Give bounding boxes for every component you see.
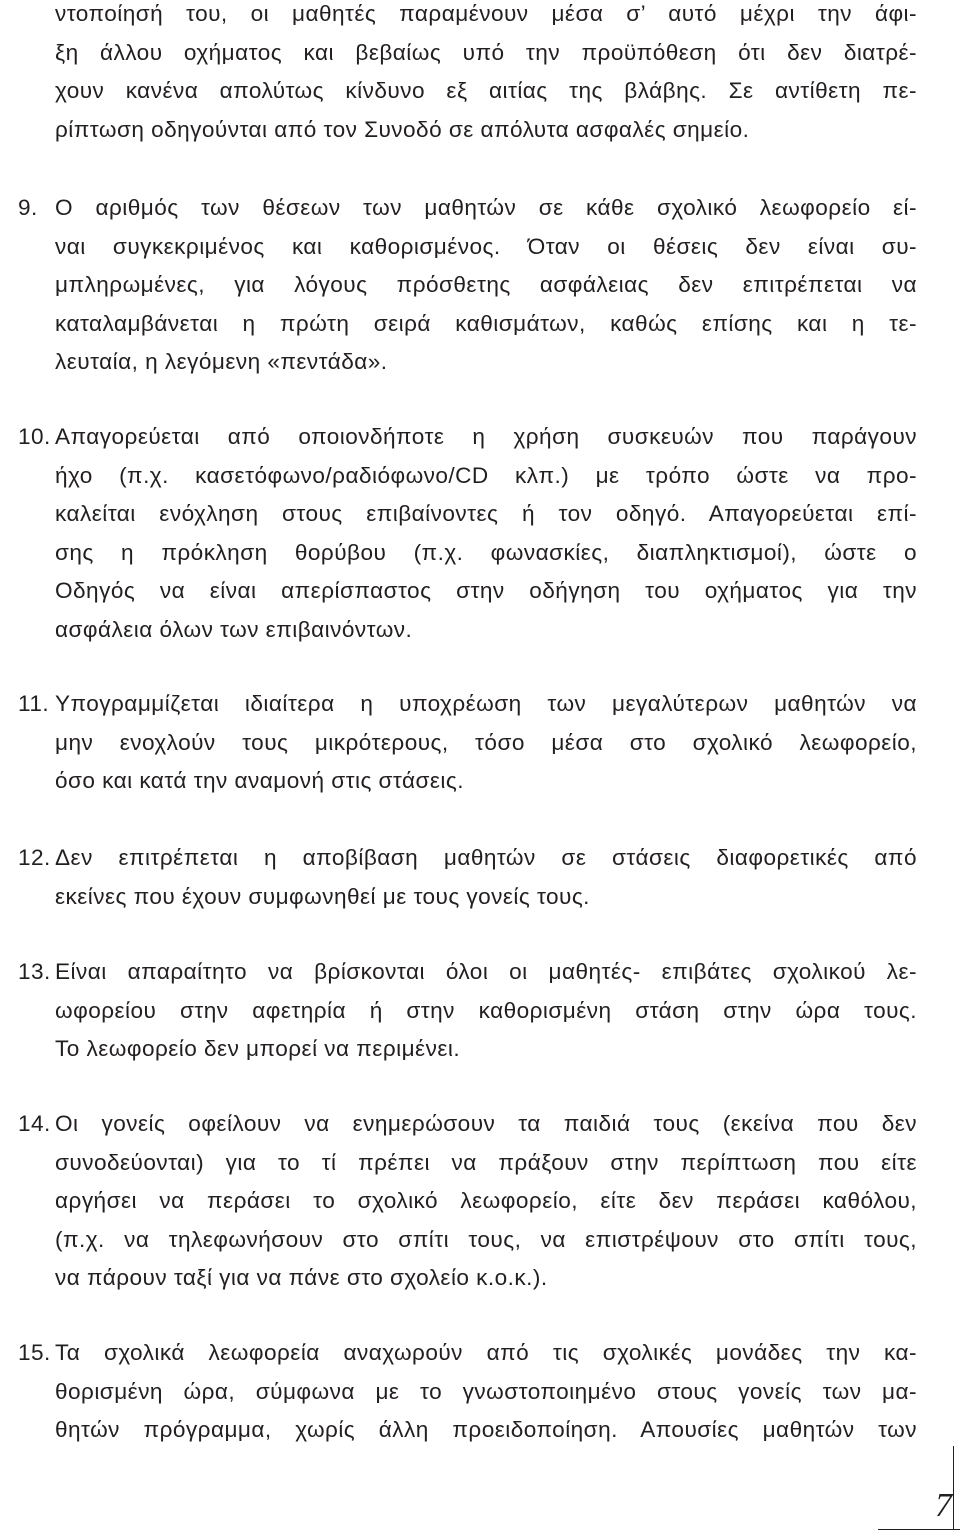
list-item	[55, 839, 917, 916]
text-line: Οδηγός να είναι απερίσπαστος στην οδήγηση του οχήματος για την	[55, 578, 917, 603]
continuation-paragraph	[55, 0, 917, 149]
text-line: (π.χ. να τηλεφωνήσουν στο σπίτι τους, να επιστρέψουν στο σπίτι τους,	[55, 1226, 917, 1252]
text-line: ήχο (π.χ. κασετόφωνο/ραδιόφωνο/CD κλπ.) με τρόπο ώστε να προ-	[55, 462, 917, 488]
text-line: καταλαμβάνεται η πρώτη σειρά καθισμάτων, καθώς επίσης και η τε-	[55, 310, 917, 336]
text-line: Οι γονείς οφείλουν να ενημερώσουν τα παιδιά τους (εκείνα που δεν	[55, 1111, 917, 1136]
text-line: Ο αριθμός των θέσεων των μαθητών σε κάθε σχολικό λεωφορείο εί-	[55, 195, 917, 220]
item-number: 15.	[18, 1340, 51, 1365]
text-line: ντοποίησή του, οι μαθητές παραμένουν μέσα σ’ αυτό μέχρι την άφι-	[55, 1, 917, 26]
text-line: εκείνες που έχουν συμφωνηθεί με τους γονείς τους.	[55, 883, 590, 909]
text-line: ρίπτωση οδηγούνται από τον Συνοδό σε απόλυτα ασφαλές σημείο.	[55, 116, 750, 142]
text-line: συνοδεύονται) για το τί πρέπει να πράξουν στην περίπτωση που είτε	[55, 1149, 917, 1175]
item-number: 9.	[18, 195, 38, 220]
text-line: καλείται ενόχληση στους επιβαίνοντες ή τον οδηγό. Απαγορεύεται επί-	[55, 501, 917, 526]
item-number: 13.	[18, 959, 51, 984]
text-line: μπληρωμένες, για λόγους πρόσθετης ασφάλειας δεν επιτρέπεται να	[55, 272, 917, 297]
list-item	[55, 1334, 917, 1450]
list-item	[55, 189, 917, 382]
list-item	[55, 685, 917, 801]
list-item	[55, 418, 917, 649]
text-line: σης η πρόκληση θορύβου (π.χ. φωνασκίες, διαπληκτισμοί), ώστε ο	[55, 539, 917, 565]
list-item	[55, 953, 917, 1069]
text-line: αργήσει να περάσει το σχολικό λεωφορείο, είτε δεν περάσει καθόλου,	[55, 1188, 917, 1213]
text-line: να πάρουν ταξί για να πάνε στο σχολείο κ.ο.κ.).	[55, 1265, 548, 1290]
text-line: θορισμένη ώρα, σύμφωνα με το γνωστοποιημένο στους γονείς των μα-	[55, 1378, 917, 1404]
page-number-rule	[878, 1529, 960, 1530]
text-line: χουν κανένα απολύτως κίνδυνο εξ αιτίας της βλάβης. Σε αντίθετη πε-	[55, 78, 917, 103]
text-line: Υπογραμμίζεται ιδιαίτερα η υποχρέωση των μεγαλύτερων μαθητών να	[55, 691, 917, 716]
text-line: Απαγορεύεται από οποιονδήποτε η χρήση συσκευών που παράγουν	[55, 424, 917, 449]
item-number: 12.	[18, 845, 51, 870]
list-item	[55, 1105, 917, 1298]
text-line: ξη άλλου οχήματος και βεβαίως υπό την προϋπόθεση ότι δεν διατρέ-	[55, 39, 917, 65]
page-number: 7	[935, 1487, 952, 1524]
text-line: ναι συγκεκριμένος και καθορισμένος. Όταν οι θέσεις δεν είναι συ-	[55, 233, 917, 259]
text-line: λευταία, η λεγόμενη «πεντάδα».	[55, 349, 388, 374]
text-line: ασφάλεια όλων των επιβαινόντων.	[55, 616, 413, 642]
text-line: Το λεωφορείο δεν μπορεί να περιμένει.	[55, 1036, 461, 1061]
text-line: ωφορείου στην αφετηρία ή στην καθορισμένη στάση στην ώρα τους.	[55, 997, 917, 1023]
text-line: Είναι απαραίτητο να βρίσκονται όλοι οι μαθητές- επιβάτες σχολικού λε-	[55, 959, 917, 984]
item-number: 10.	[18, 424, 51, 449]
text-line: Τα σχολικά λεωφορεία αναχωρούν από τις σχολικές μονάδες την κα-	[55, 1340, 917, 1365]
text-line: μην ενοχλούν τους μικρότερους, τόσο μέσα στο σχολικό λεωφορείο,	[55, 729, 917, 755]
item-number: 14.	[18, 1111, 51, 1136]
text-line: θητών πρόγραμμα, χωρίς άλλη προειδοποίηση. Απουσίες μαθητών των	[55, 1417, 917, 1442]
text-line: Δεν επιτρέπεται η αποβίβαση μαθητών σε στάσεις διαφορετικές από	[55, 845, 917, 870]
text-line: όσο και κατά την αναμονή στις στάσεις.	[55, 768, 464, 793]
item-number: 11.	[18, 691, 50, 716]
page-number-frame-line	[953, 1446, 954, 1530]
